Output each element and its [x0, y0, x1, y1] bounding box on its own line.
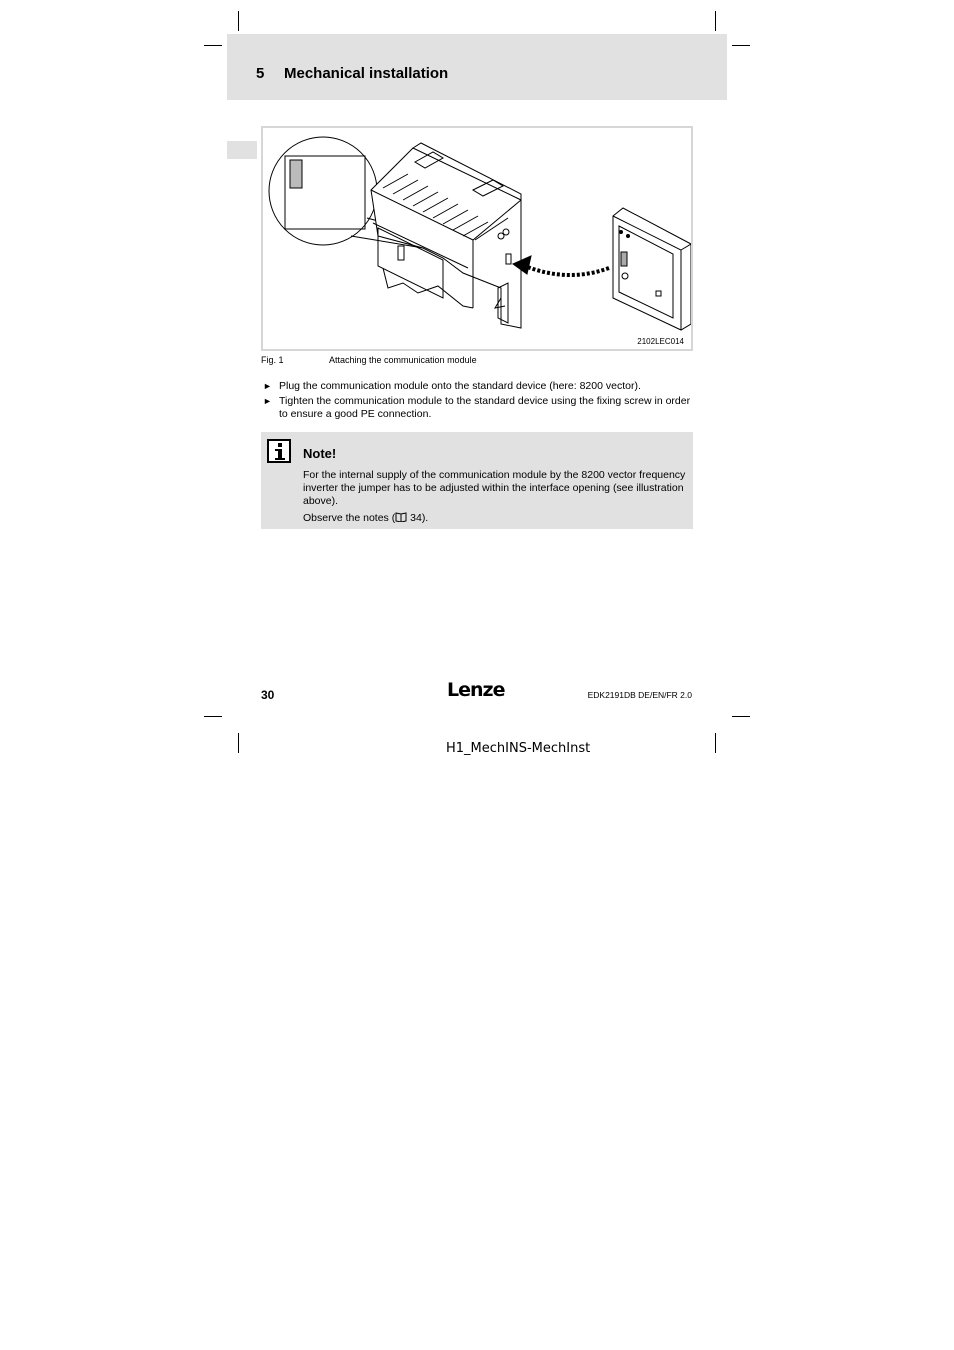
list-item — [261, 380, 693, 393]
note-text: For the internal supply of the communication module by the 8200 vector frequency inverter the jumper has to be adjusted within the interface opening (see illustration above). — [303, 469, 686, 507]
crop-mark — [732, 45, 750, 46]
crop-mark — [238, 733, 239, 753]
note-box — [261, 432, 693, 529]
list-item — [261, 395, 693, 421]
step-text: Tighten the communication module to the standard device using the fixing screw in order to ensure a good PE connection. — [279, 395, 691, 420]
lenze-logo: Lenze — [447, 679, 505, 701]
note-reference-suffix: 34). — [407, 512, 429, 524]
jumper — [290, 160, 302, 188]
figure-label: Fig. 1 — [261, 355, 284, 365]
instruction-list — [261, 380, 693, 423]
crop-mark — [715, 733, 716, 753]
crop-mark — [715, 11, 716, 31]
bullet-arrow-icon: ► — [263, 381, 272, 391]
communication-module-drawing — [263, 128, 691, 349]
crop-mark — [204, 45, 222, 46]
note-reference-prefix: Observe the notes ( — [303, 512, 396, 524]
chapter-title: Mechanical installation — [284, 65, 449, 82]
step-text: Plug the communication module onto the standard device (here: 8200 vector). — [279, 380, 641, 392]
figure-code: 2102LEC014 — [637, 337, 684, 346]
document-id: EDK2191DB DE/EN/FR 2.0 — [587, 690, 692, 700]
chapter-number: 5 — [256, 65, 265, 82]
info-icon — [267, 439, 291, 463]
crop-mark — [732, 716, 750, 717]
page-number: 30 — [261, 688, 275, 702]
crop-mark — [204, 716, 222, 717]
section-tag: H1_MechINS-MechInst — [446, 741, 591, 756]
book-icon — [395, 512, 407, 522]
note-title: Note! — [303, 446, 337, 461]
bullet-arrow-icon: ► — [263, 396, 272, 406]
figure-illustration — [261, 126, 693, 351]
side-tab-marker — [227, 141, 257, 159]
note-reference — [303, 512, 687, 525]
figure-caption: Attaching the communication module — [329, 355, 477, 365]
crop-mark — [238, 11, 239, 31]
